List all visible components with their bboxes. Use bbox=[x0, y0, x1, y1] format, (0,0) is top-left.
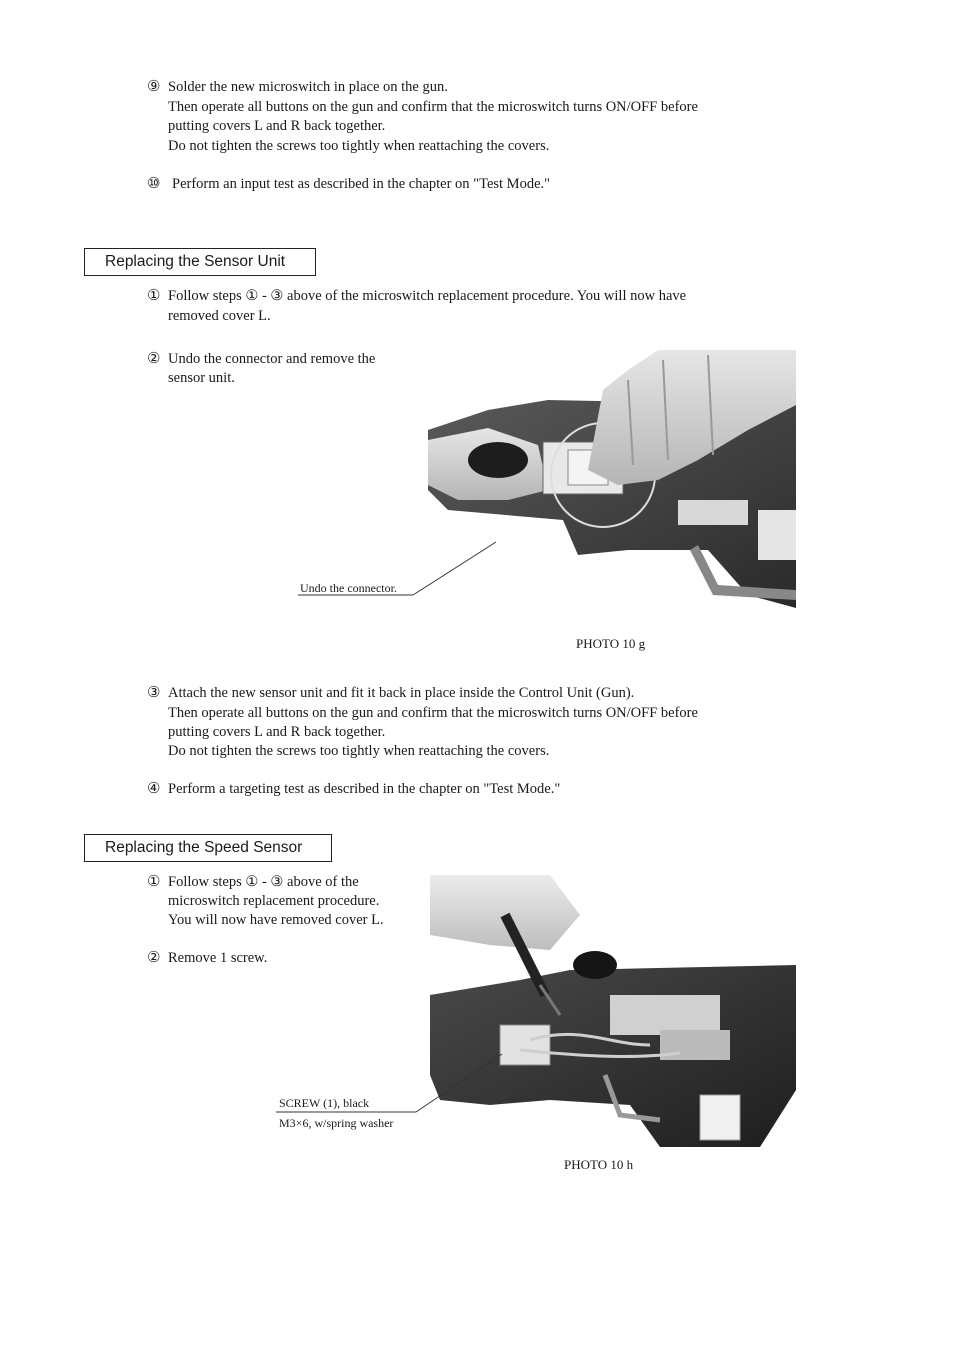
photo-label: PHOTO 10 h bbox=[564, 1157, 634, 1172]
step-text: Undo the connector and remove the bbox=[168, 351, 376, 367]
photo-caption: Undo the connector. bbox=[300, 581, 397, 595]
step-text: Attach the new sensor unit and fit it back in place inside the Control Unit (Gun). bbox=[168, 685, 635, 701]
step-text: Solder the new microswitch in place on the gun. bbox=[168, 79, 448, 95]
step-text: Follow steps ① - ③ above of the microswitch replacement procedure. You will now have bbox=[168, 288, 687, 304]
photo-caption: M3×6, w/spring washer bbox=[279, 1116, 394, 1130]
step-number: ⑩ bbox=[147, 176, 161, 192]
photo-label: PHOTO 10 g bbox=[576, 636, 646, 651]
step-number: ② bbox=[147, 950, 161, 966]
section-heading: Replacing the Sensor Unit bbox=[84, 248, 316, 276]
step-text: Do not tighten the screws too tightly when reattaching the covers. bbox=[168, 743, 550, 759]
step-text: removed cover L. bbox=[168, 308, 271, 324]
step-text: microswitch replacement procedure. bbox=[168, 893, 380, 909]
step-text: Do not tighten the screws too tightly when reattaching the covers. bbox=[168, 138, 550, 154]
step-text: putting covers L and R back together. bbox=[168, 118, 386, 134]
step-text: You will now have removed cover L. bbox=[168, 912, 384, 928]
step-number: ② bbox=[147, 351, 161, 367]
step-text: Perform an input test as described in the chapter on "Test Mode." bbox=[172, 176, 551, 192]
step-number: ⑨ bbox=[147, 79, 161, 95]
section-heading: Replacing the Speed Sensor bbox=[84, 834, 332, 862]
step-text: Follow steps ① - ③ above of the bbox=[168, 874, 359, 890]
step-number: ① bbox=[147, 288, 161, 304]
step-number: ④ bbox=[147, 781, 161, 797]
step-text: putting covers L and R back together. bbox=[168, 724, 386, 740]
step-text: Remove 1 screw. bbox=[168, 950, 268, 966]
step-text: Then operate all buttons on the gun and confirm that the microswitch turns ON/OFF before bbox=[168, 705, 698, 721]
step-text: Then operate all buttons on the gun and confirm that the microswitch turns ON/OFF before bbox=[168, 99, 698, 115]
step-number: ① bbox=[147, 874, 161, 890]
photo-caption: SCREW (1), black bbox=[279, 1096, 370, 1110]
step-text: sensor unit. bbox=[168, 370, 235, 386]
step-text: Perform a targeting test as described in the chapter on "Test Mode." bbox=[168, 781, 561, 797]
step-number: ③ bbox=[147, 685, 161, 701]
